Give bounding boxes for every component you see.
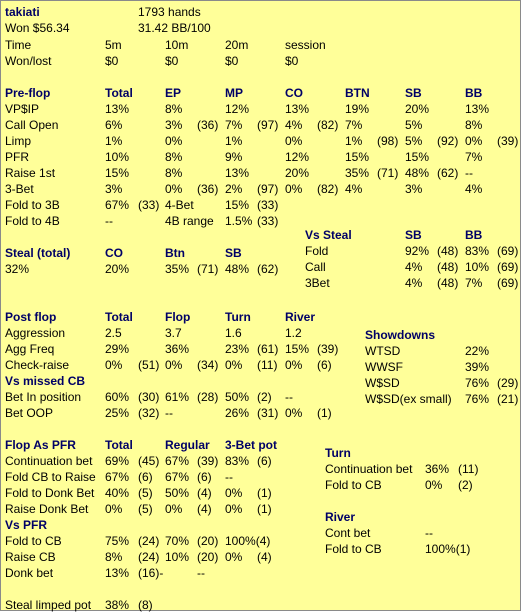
stat-count: (97) [257,118,279,132]
stat-value: 0% [165,134,183,148]
stat-value: 0% [105,502,123,516]
time-20m: 20m [225,38,249,52]
stat-value: -- [197,566,205,580]
stat-value: 13% [105,102,130,116]
stat-value: 0% [285,358,303,372]
stat-label: WTSD [365,344,401,358]
preflop-header-co: CO [285,86,303,100]
river-title: River [325,510,356,524]
stat-count: (36) [197,118,219,132]
stat-count: (20) [197,534,219,548]
stat-count: (82) [317,118,339,132]
stat-count: (39) [497,134,519,148]
stat-count: (33) [257,214,279,228]
stat-value: 32% [5,262,30,276]
wonlost-5m: $0 [105,54,119,68]
preflop-header-total: Total [105,86,133,100]
stat-value: 92% [405,244,430,258]
stat-value: 7% [465,276,483,290]
stat-value: 20% [405,102,430,116]
stat-count: (39) [317,342,339,356]
stat-label: Continuation bet [5,454,93,468]
stat-value: 100%(4) [225,534,271,548]
hands-count: 1793 hands [138,5,201,19]
stat-label: Call [305,260,326,274]
stat-value: 0% [225,502,243,516]
stat-count: (62) [437,166,459,180]
stat-count: (11) [257,358,278,372]
stat-label: Fold to 3B [5,198,60,212]
time-5m: 5m [105,38,122,52]
stat-value: 7% [225,118,243,132]
stat-value: 35% [165,262,190,276]
stat-value: 8% [165,166,183,180]
stat-count: (36) [197,182,219,196]
stat-value: 0% [285,134,303,148]
stat-value: 0% [105,358,123,372]
stat-count: (4) [197,502,212,516]
postflop-header-flop: Flop [165,310,191,324]
stat-count: (48) [437,276,459,290]
stat-count: (4) [257,550,272,564]
stat-value: 2.5 [105,326,122,340]
stat-count: (24) [138,550,160,564]
stat-count: (2) [458,478,473,492]
stat-value: 0% [225,486,243,500]
stat-value: 8% [165,150,183,164]
flop-pfr-header-regular: Regular [165,438,210,452]
flop-pfr-header-total: Total [105,438,133,452]
stat-value: 4% [465,182,483,196]
stat-value: 4% [345,182,363,196]
stat-value: 1% [105,134,123,148]
stat-count: (98) [377,134,399,148]
stat-value: 60% [105,390,130,404]
preflop-header-bb: BB [465,86,483,100]
stat-value: 61% [165,390,190,404]
steal-header-sb: SB [225,246,242,260]
stat-count: (62) [257,262,279,276]
stat-value: -- [285,390,293,404]
stat-value: 67% [165,470,190,484]
stat-value: 48% [225,262,250,276]
stat-value: 25% [105,406,130,420]
flop-pfr-title: Flop As PFR [5,438,76,452]
stat-count: (61) [257,342,279,356]
stat-value: 13% [285,102,310,116]
preflop-header-ep: EP [165,86,182,100]
stat-value: 0% [165,182,183,196]
stat-value: 1.2 [285,326,302,340]
stat-value: 8% [165,102,183,116]
stat-count: (1) [317,406,332,420]
stat-value: 69% [105,454,130,468]
stat-count: (32) [138,406,160,420]
stat-count: (30) [138,390,160,404]
stat-value: 67% [165,454,190,468]
stat-value: 6% [105,118,123,132]
stat-value: 0% [165,502,183,516]
stat-value: 50% [165,486,190,500]
stat-label: Fold CB to Raise [5,470,96,484]
stat-value: 0% [465,134,483,148]
wonlost-10m: $0 [165,54,179,68]
stat-value: 0% [425,478,443,492]
stat-count: (69) [497,276,519,290]
postflop-header-turn: Turn [225,310,251,324]
stat-label: Call Open [5,118,59,132]
postflop-title: Post flop [5,310,57,324]
stat-label: W$SD(ex small) [365,392,452,406]
vs-steal-header-bb: BB [465,228,483,242]
stat-label: W$SD [365,376,400,390]
stat-count: (11) [458,462,479,476]
stat-value: 35% [345,166,370,180]
stat-value: 15% [405,150,430,164]
vs-pfr-title: Vs PFR [5,518,48,532]
preflop-header-sb: SB [405,86,422,100]
stat-value: 3% [105,182,123,196]
stat-count: (6) [257,454,272,468]
stat-value: 67% [105,198,130,212]
stat-count: (33) [138,198,160,212]
stat-count: (5) [138,502,153,516]
stat-label: Bet OOP [5,406,54,420]
stat-value: 5% [405,134,423,148]
stat-count: (1) [257,502,272,516]
stat-label: 4-Bet [165,198,194,212]
stat-value: 12% [225,102,250,116]
stat-label: Aggression [5,326,66,340]
stat-label: Limp [5,134,32,148]
preflop-header-mp: MP [225,86,243,100]
stat-value: 12% [285,150,310,164]
time-10m: 10m [165,38,189,52]
stat-value: 7% [465,150,483,164]
postflop-header-total: Total [105,310,133,324]
vs-steal-header-sb: SB [405,228,422,242]
player-name: takiati [5,5,40,19]
stat-label: Fold [305,244,329,258]
stat-value: 76% [465,392,490,406]
stat-value: 13% [225,166,250,180]
showdowns-title: Showdowns [365,328,435,342]
stat-label: Raise Donk Bet [5,502,89,516]
stat-count: (8) [138,598,153,612]
stat-label: Fold to CB [5,534,62,548]
stat-value: -- [105,214,113,228]
stat-value: 40% [105,486,130,500]
stat-value: 83% [465,244,490,258]
stat-count: (48) [437,244,459,258]
stat-count: (29) [497,376,519,390]
stat-value: 8% [105,550,123,564]
stat-label: Raise CB [5,550,56,564]
wonlost-20m: $0 [225,54,239,68]
stat-value: 15% [225,198,250,212]
stat-label: Cont bet [325,526,371,540]
wonlost-session: $0 [285,54,299,68]
stat-count: (92) [437,134,459,148]
postflop-header-river: River [285,310,316,324]
stat-value: 0% [225,358,243,372]
won-amount: Won $56.34 [5,21,70,35]
steal-header-btn: Btn [165,246,185,260]
vs-missed-cb-title: Vs missed CB [5,374,86,388]
stat-count: (34) [197,358,219,372]
stat-value: 0% [285,406,303,420]
stat-count: (71) [197,262,219,276]
stat-count: (31) [257,406,279,420]
stat-count: (24) [138,534,160,548]
stat-count: (48) [437,260,459,274]
stat-label: PFR [5,150,29,164]
stat-value: -- [165,406,173,420]
stat-count: (6) [138,470,153,484]
stat-value: 67% [105,470,130,484]
stat-value: 29% [105,342,130,356]
stat-value: 13% [105,566,130,580]
stat-label: WWSF [365,360,403,374]
stat-value: 39% [465,360,490,374]
stat-value: -- [465,166,473,180]
wonlost-label: Won/lost [5,54,52,68]
stat-count: (69) [497,244,519,258]
preflop-header-btn: BTN [345,86,370,100]
stat-count: (21) [497,392,519,406]
stat-value: 50% [225,390,250,404]
stat-count: (6) [317,358,332,372]
stat-value: 0% [165,358,183,372]
flop-pfr-header-3bet: 3-Bet pot [225,438,277,452]
stat-value: 0% [285,182,303,196]
stat-label: Bet In position [5,390,82,404]
stat-label: Continuation bet [325,462,413,476]
stat-value: 19% [345,102,370,116]
stat-count: (28) [197,390,219,404]
stat-value: 4% [405,260,423,274]
stat-value: 9% [225,150,243,164]
stat-label: Fold to 4B [5,214,60,228]
stat-value: 75% [105,534,130,548]
stat-value: 10% [165,550,190,564]
stat-value: 1% [345,134,363,148]
stat-value: 76% [465,376,490,390]
vs-steal-title: Vs Steal [305,228,352,242]
stat-label: 3-Bet [5,182,34,196]
stat-label: Fold to CB [325,542,382,556]
steal-title: Steal (total) [5,246,71,260]
stat-count: (16)- [138,566,164,580]
stat-label: Fold to Donk Bet [5,486,95,500]
stat-value: 3.7 [165,326,182,340]
stat-count: (45) [138,454,160,468]
steal-header-co: CO [105,246,123,260]
stat-label: 4B range [165,214,214,228]
stat-value: 15% [285,342,310,356]
stat-value: 2% [225,182,243,196]
stat-value: 22% [465,344,490,358]
stat-count: (4) [197,486,212,500]
stat-value: 4% [285,118,303,132]
stat-count: (69) [497,260,519,274]
stat-value: 5% [405,118,423,132]
stat-value: -- [225,470,233,484]
stat-value: 48% [405,166,430,180]
stat-value: 8% [465,118,483,132]
stat-count: (71) [377,166,399,180]
stat-value: 15% [345,150,370,164]
stat-label: Fold to CB [325,478,382,492]
stat-value: 4% [405,276,423,290]
stat-count: (97) [257,182,279,196]
stat-value: 3% [405,182,423,196]
stat-count: (82) [317,182,339,196]
stat-count: (1) [257,486,272,500]
turn-title: Turn [325,446,351,460]
stat-count: (5) [138,486,153,500]
stat-label: VP$IP [5,102,40,116]
stat-value: 20% [105,262,130,276]
stat-count: (51) [138,358,160,372]
stat-label: Check-raise [5,358,70,372]
stat-label: Raise 1st [5,166,56,180]
time-label: Time [5,38,32,52]
stat-value: 83% [225,454,250,468]
stat-count: (20) [197,550,219,564]
stat-label: Donk bet [5,566,54,580]
stat-value: 13% [465,102,490,116]
preflop-title: Pre-flop [5,86,51,100]
stat-value: 20% [285,166,310,180]
stat-value: 0% [225,550,243,564]
stat-label: 3Bet [305,276,330,290]
stat-count: (2) [257,390,272,404]
stat-count: (39) [197,454,219,468]
stat-value: 1.6 [225,326,242,340]
stat-count: (6) [197,470,212,484]
stat-value: 10% [105,150,130,164]
bb-rate: 31.42 BB/100 [138,21,211,35]
stat-value: 1.5% [225,214,253,228]
stat-count: (33) [257,198,279,212]
stat-value: 7% [345,118,363,132]
stat-value: 3% [165,118,183,132]
stat-value: 36% [425,462,450,476]
stat-value: 36% [165,342,190,356]
stat-label: Agg Freq [5,342,55,356]
stat-value: 70% [165,534,190,548]
stat-value: 23% [225,342,250,356]
stat-value: 100%(1) [425,542,471,556]
stat-value: 15% [105,166,130,180]
stat-value: 10% [465,260,490,274]
stat-value: -- [425,526,433,540]
stat-label: Steal limped pot [5,598,92,612]
time-session: session [285,38,326,52]
stat-value: 38% [105,598,130,612]
stat-value: 1% [225,134,243,148]
stat-value: 26% [225,406,250,420]
